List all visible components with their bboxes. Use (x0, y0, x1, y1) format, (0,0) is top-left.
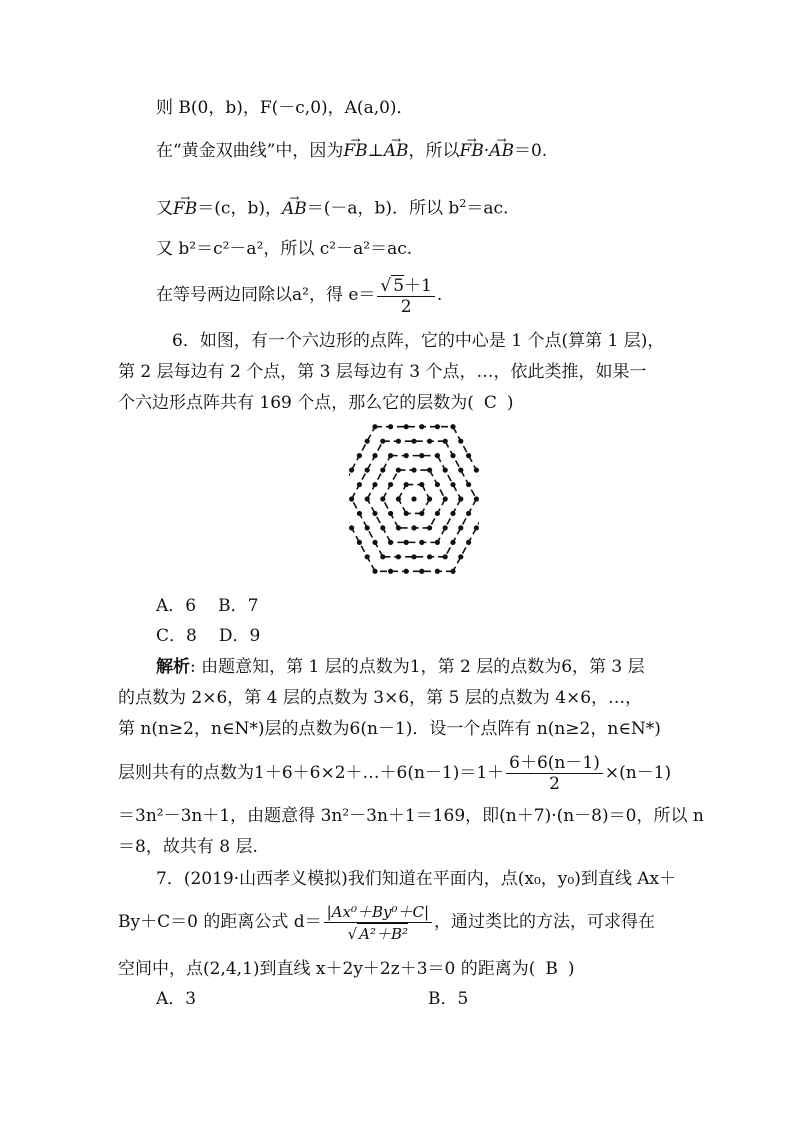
solution-label: 解析 (156, 657, 190, 677)
solution-line-2: 的点数为 2×6，第 4 层的点数为 3×6，第 5 层的点数为 4×6，…， (118, 688, 643, 708)
q6-options-row-2 (156, 625, 260, 647)
solution-line-1 (156, 656, 645, 678)
text-segment: 空间中，点(2,4,1)到直线 x＋2y＋2z＋3＝0 的距离为( (118, 959, 536, 979)
lattice-dot (450, 540, 455, 545)
text-segment: By＋C＝0 的距离公式 d＝ (118, 912, 322, 932)
lattice-dot (380, 525, 385, 530)
lattice-dot (404, 424, 409, 429)
radicand: A²＋B² (359, 924, 409, 943)
lattice-dot (443, 496, 448, 501)
option-b: B．7 (218, 596, 259, 616)
solution-line-3: 第 n(n≥2，n∈N*)层的点数为6(n－1)．设一个点阵有 n(n≥2，n∈N*) (118, 719, 661, 739)
lattice-dot (466, 540, 471, 545)
lattice-dot (396, 467, 401, 472)
q6-line-1: 6．如图，有一个六边形的点阵，它的中心是 1 个点(算第 1 层)， (172, 331, 665, 351)
derivation-line-1: 则 B(0，b)，F(－c,0)，A(a,0)． (156, 98, 414, 118)
numerator: 6＋6(n－1) (506, 753, 603, 774)
lattice-dot (396, 439, 401, 444)
solution-line-6: ＝8，故共有 8 层. (118, 837, 258, 857)
derivation-line-2 (156, 140, 547, 162)
lattice-dot (388, 453, 393, 458)
lattice-dot (380, 467, 385, 472)
q7-line-2 (118, 896, 655, 948)
lattice-edge (453, 499, 479, 571)
text-segment: 在“黄金双曲线”中，因为 (156, 141, 344, 161)
text-segment: ＝0. (513, 141, 548, 161)
lattice-dot (357, 540, 362, 545)
lattice-dot (466, 511, 471, 516)
lattice-dot (372, 482, 377, 487)
lattice-dot (388, 540, 393, 545)
q7-line-1: 7．(2019·山西孝义模拟)我们知道在平面内，点(x₀，y₀)到直线 Ax＋ (156, 869, 677, 889)
text-segment: ×(n－1) (604, 763, 672, 783)
text-segment: ，所以 (408, 141, 460, 161)
lattice-dot (372, 569, 377, 574)
text-segment: 个六边形点阵共有 169 个点，那么它的层数为( (118, 393, 474, 413)
text-segment: ＝ac. (466, 198, 509, 219)
lattice-dot (372, 424, 377, 429)
solution-line-5: ＝3n²－3n＋1，由题意得 3n²－3n＋1＝169，即(n＋7)·(n－8)＝0，所以 n (118, 806, 704, 826)
denominator: 2 (549, 774, 560, 794)
lattice-dot (419, 482, 424, 487)
text-segment: ＝(c，b)， (197, 198, 282, 219)
option-d: D．9 (218, 626, 261, 646)
lattice-dot (349, 467, 354, 472)
perp-symbol: ⊥ (367, 141, 384, 161)
lattice-dot (435, 511, 440, 516)
lattice-dot (458, 554, 463, 559)
vector-ab: → AB (282, 198, 307, 220)
q6-answer: C (483, 393, 497, 413)
lattice-dot (419, 453, 424, 458)
fraction-golden-ratio (377, 275, 435, 317)
numerator: √ 5＋1 (377, 275, 435, 297)
text-segment: . (436, 285, 443, 305)
lattice-dot (411, 467, 416, 472)
lattice-dot (419, 540, 424, 545)
lattice-dot (396, 554, 401, 559)
lattice-dot (357, 453, 362, 458)
superscript: 2 (459, 197, 467, 210)
lattice-edge (367, 456, 390, 499)
vector-fb: → FB (173, 198, 197, 220)
lattice-dot (427, 439, 432, 444)
lattice-dot (474, 467, 479, 472)
lattice-dot (388, 482, 393, 487)
q7-line-3 (118, 958, 575, 980)
lattice-dot (372, 511, 377, 516)
q6-line-2: 第 2 层每边有 2 个点，第 3 层每边有 3 个点，…，依此类推，如果一 (118, 362, 647, 382)
denominator: √ A²＋B² (347, 924, 409, 943)
vector-ab: → AB (384, 140, 409, 162)
radicand: 5 (393, 275, 405, 296)
lattice-dot (458, 525, 463, 530)
lattice-dot (427, 496, 432, 501)
lattice-dot (388, 511, 393, 516)
lattice-dot (435, 482, 440, 487)
lattice-dot (404, 453, 409, 458)
option-a: A．6 (156, 596, 197, 616)
q7-option-a: A．3 (156, 989, 197, 1009)
lattice-dot (404, 511, 409, 516)
text-segment: ) (567, 959, 575, 979)
lattice-dot (427, 467, 432, 472)
lattice-dot (419, 511, 424, 516)
lattice-dot (411, 439, 416, 444)
lattice-dot (450, 482, 455, 487)
lattice-dot (396, 525, 401, 530)
derivation-line-3 (156, 193, 508, 220)
vector-ab: → AB (489, 140, 514, 162)
text-segment: 层则共有的点数为1＋6＋6×2＋…＋6(n－1)＝1＋ (118, 763, 505, 783)
lattice-dot (365, 554, 370, 559)
option-c: C．8 (156, 626, 197, 646)
lattice-dot (435, 453, 440, 458)
lattice-dot (357, 511, 362, 516)
lattice-dot (349, 525, 354, 530)
lattice-dot (388, 424, 393, 429)
vector-fb: → FB (459, 140, 483, 162)
denominator: 2 (400, 296, 412, 317)
lattice-dot (443, 439, 448, 444)
lattice-dot (435, 424, 440, 429)
lattice-dot (474, 496, 479, 501)
text-segment: ，通过类比的方法，可求得在 (434, 912, 656, 932)
lattice-dot (458, 467, 463, 472)
text-segment: ＝(－a，b)．所以 b (306, 198, 460, 219)
q7-option-b: B．5 (428, 989, 469, 1009)
derivation-line-4: 又 b²＝c²－a²，所以 c²－a²＝ac. (156, 239, 413, 259)
vector-fb: → FB (343, 140, 367, 162)
solution-line-4 (118, 748, 671, 798)
lattice-dot (404, 569, 409, 574)
lattice-dot (404, 482, 409, 487)
hexagon-lattice-figure (349, 415, 479, 585)
lattice-dot (443, 525, 448, 530)
lattice-edge (437, 499, 460, 542)
lattice-dot (443, 554, 448, 559)
lattice-dot (380, 554, 385, 559)
fraction-sum (506, 753, 603, 794)
lattice-dot (458, 496, 463, 501)
lattice-dot (404, 540, 409, 545)
lattice-dot (365, 496, 370, 501)
lattice-dot (365, 467, 370, 472)
text-segment: : 由题意知，第 1 层的点数为1，第 2 层的点数为6，第 3 层 (190, 657, 645, 677)
lattice-dot (411, 554, 416, 559)
lattice-dot (419, 569, 424, 574)
lattice-dot (365, 525, 370, 530)
lattice-dot (357, 482, 362, 487)
q6-options-row-1 (156, 595, 258, 617)
dot-symbol: · (483, 141, 490, 161)
fraction-distance (324, 902, 432, 944)
lattice-dot (466, 482, 471, 487)
derivation-line-5 (156, 270, 442, 320)
lattice-edge (349, 427, 375, 499)
lattice-dot (450, 424, 455, 429)
lattice-center-dot (411, 496, 416, 501)
lattice-dot (443, 467, 448, 472)
text-segment: 在等号两边同除以a²，得 e＝ (156, 285, 376, 305)
lattice-dot (365, 439, 370, 444)
lattice-dot (435, 569, 440, 574)
lattice-dot (450, 569, 455, 574)
lattice-dot (450, 453, 455, 458)
lattice-dot (396, 496, 401, 501)
q6-line-3 (118, 392, 514, 414)
text-segment: 又 (156, 198, 173, 219)
numerator-rest: ＋1 (404, 275, 432, 296)
text-segment: ) (506, 393, 514, 413)
lattice-dot (380, 439, 385, 444)
numerator: |Ax⁰＋By⁰＋C| (324, 902, 432, 923)
lattice-dot (450, 511, 455, 516)
lattice-dot (388, 569, 393, 574)
lattice-dot (427, 525, 432, 530)
lattice-dot (372, 453, 377, 458)
lattice-dot (474, 525, 479, 530)
q7-answer: B (545, 959, 558, 979)
lattice-dot (419, 424, 424, 429)
lattice-dot (458, 439, 463, 444)
lattice-dot (435, 540, 440, 545)
lattice-dot (380, 496, 385, 501)
lattice-dot (349, 496, 354, 501)
lattice-dot (372, 540, 377, 545)
lattice-dot (427, 554, 432, 559)
lattice-dot (466, 453, 471, 458)
lattice-dot (411, 525, 416, 530)
